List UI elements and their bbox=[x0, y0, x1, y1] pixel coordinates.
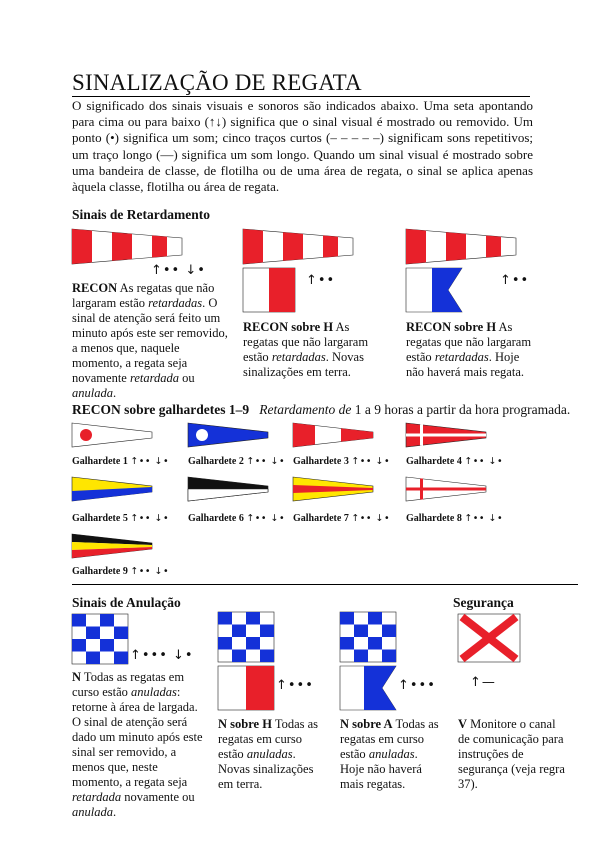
recon-caption: RECON As regatas que não largaram estão retardadas. O sinal de atenção será feito um minuto após este ser removido, a menos que, naquele momento, a regata seja novamente retardada ou anulada. bbox=[72, 281, 228, 400]
recon-h-sound-signal: ↑•• bbox=[306, 273, 336, 288]
pennant-3-label: Galhardete 3 ↑•• ↓• bbox=[293, 456, 391, 467]
a-flag-icon bbox=[406, 268, 462, 312]
h-flag-icon bbox=[243, 268, 295, 312]
n-flag-icon bbox=[72, 614, 128, 664]
abandonment-heading: Sinais de Anulação bbox=[72, 595, 181, 610]
recon-h-caption: RECON sobre H As regatas que não largaram estão retardadas. Novas sinalizações em terra. bbox=[243, 320, 369, 379]
pennant-6-icon bbox=[188, 477, 268, 501]
a-flag-icon bbox=[340, 666, 396, 710]
v-sound-signal: ↑— bbox=[470, 675, 496, 690]
v-caption: V Monitore o canal de comunicação para instruções de segurança (veja regra 37). bbox=[458, 717, 565, 791]
n-flag-icon bbox=[340, 612, 396, 662]
recon-flag-icon bbox=[243, 229, 353, 264]
n-caption: N Todas as regatas em curso estão anuladas: retorne à área de largada. O sinal de atenção será dado um minuto após este sinal ser removido, a menos que, neste momento, a regata seja retardada novamente ou anulada. bbox=[72, 670, 203, 819]
safety-heading: Segurança bbox=[453, 595, 514, 610]
page-title: SINALIZAÇÃO DE REGATA bbox=[72, 70, 362, 95]
pennant-6-label: Galhardete 6 ↑•• ↓• bbox=[188, 513, 286, 524]
n-a-caption: N sobre A Todas as regatas em curso estão anuladas. Hoje não haverá mais regatas. bbox=[340, 717, 439, 791]
recon-flag-icon bbox=[406, 229, 516, 264]
pennant-1-icon bbox=[72, 423, 152, 447]
pennant-8-label: Galhardete 8 ↑•• ↓• bbox=[406, 513, 504, 524]
recon-sound-signal: ↑•• ↓• bbox=[151, 263, 206, 278]
pennants-heading: RECON sobre galhardetes 1–9 Retardamento de 1 a 9 horas a partir da hora programada. bbox=[72, 402, 571, 417]
pennant-1-label: Galhardete 1 ↑•• ↓• bbox=[72, 456, 170, 467]
n-sound-signal: ↑••• ↓• bbox=[130, 648, 194, 663]
section-divider bbox=[72, 584, 578, 585]
pennant-4-label: Galhardete 4 ↑•• ↓• bbox=[406, 456, 504, 467]
recon-a-sound-signal: ↑•• bbox=[500, 273, 530, 288]
n-h-sound-signal: ↑••• bbox=[276, 678, 314, 693]
pennant-8-icon bbox=[406, 477, 486, 501]
recon-a-caption: RECON sobre H As regatas que não largaram estão retardadas. Hoje não haverá mais regata. bbox=[406, 320, 532, 379]
pennant-5-label: Galhardete 5 ↑•• ↓• bbox=[72, 513, 170, 524]
pennant-9-icon bbox=[72, 534, 152, 558]
pennant-7-icon bbox=[293, 477, 373, 501]
pennant-3-icon bbox=[293, 423, 373, 447]
v-flag-icon bbox=[458, 614, 520, 662]
pennant-2-label: Galhardete 2 ↑•• ↓• bbox=[188, 456, 286, 467]
n-flag-icon bbox=[218, 612, 274, 662]
h-flag-icon bbox=[218, 666, 274, 710]
n-h-caption: N sobre H Todas as regatas em curso estão anuladas. Novas sinalizações em terra. bbox=[218, 717, 319, 791]
recon-flag-icon bbox=[72, 229, 182, 264]
postponement-heading: Sinais de Retardamento bbox=[72, 207, 210, 222]
pennant-7-label: Galhardete 7 ↑•• ↓• bbox=[293, 513, 391, 524]
intro-paragraph: O significado dos sinais visuais e sonoros são indicados abaixo. Uma seta apontando para cima ou para baixo (↑↓) significa que o sinal visual é mostrado ou removido. Um ponto (•) significa um som; cinco traços curtos (– – – – –) significam sons repetitivos; um traço longo (—) significa um som longo. Quando um sinal visual é mostrado sobre uma bandeira de classe, de flotilha ou de uma área de regata, o sinal se aplica apenas àquela classe, flotilha ou área de regata. bbox=[72, 98, 533, 195]
pennant-2-icon bbox=[188, 423, 268, 447]
title-rule bbox=[72, 96, 530, 97]
pennant-5-icon bbox=[72, 477, 152, 501]
pennant-4-icon bbox=[406, 423, 486, 447]
pennant-9-label: Galhardete 9 ↑•• ↓• bbox=[72, 566, 170, 577]
n-a-sound-signal: ↑••• bbox=[398, 678, 436, 693]
